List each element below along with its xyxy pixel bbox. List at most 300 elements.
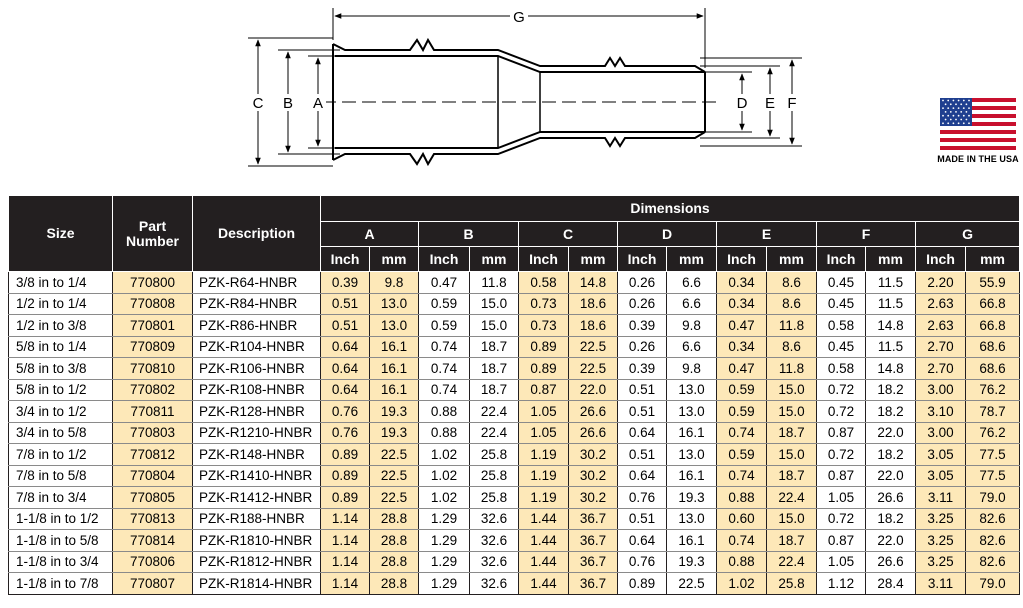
header-f-inch: Inch [817,247,866,272]
flag-stripe [940,134,1016,138]
cell-b-mm: 25.8 [470,465,519,487]
cell-f-mm: 22.0 [866,422,916,444]
cell-e-mm: 22.4 [767,487,817,509]
cell-e-mm: 15.0 [767,508,817,530]
cell-g-inch: 2.63 [916,293,966,315]
cell-part-number: 770805 [113,487,193,509]
cell-g-inch: 3.00 [916,422,966,444]
cell-f-mm: 11.5 [866,272,916,294]
cell-b-inch: 1.29 [419,508,470,530]
flag-star [942,107,944,109]
cell-d-inch: 0.26 [618,272,667,294]
flag-star [963,122,965,124]
flag-star [950,119,952,121]
flag-star [953,100,955,102]
header-group-g: G [916,222,1020,247]
cell-a-inch: 1.14 [321,551,370,573]
header-part-number [113,196,193,272]
cell-g-mm: 82.6 [966,551,1020,573]
cell-description: PZK-R1814-HNBR [193,573,321,595]
cell-d-inch: 0.26 [618,336,667,358]
cell-d-mm: 19.3 [667,551,717,573]
cell-a-inch: 0.39 [321,272,370,294]
header-part-number-line1: Part [138,217,167,234]
flag-stripe [940,130,1016,134]
cell-b-mm: 25.8 [470,444,519,466]
flag-star [947,107,949,109]
cell-e-inch: 0.59 [717,401,767,423]
header-part-number-line2: Number [126,232,179,249]
header-a-mm: mm [370,247,419,272]
cell-b-inch: 0.74 [419,336,470,358]
table-row [9,465,1020,487]
cell-d-inch: 0.76 [618,487,667,509]
cell-a-mm: 9.8 [370,272,419,294]
cell-f-mm: 18.2 [866,508,916,530]
header-group-a: A [321,222,419,247]
header-group-b: B [419,222,519,247]
cell-size: 1/2 in to 3/8 [9,315,113,337]
cell-g-mm: 79.0 [966,573,1020,595]
cell-g-inch: 3.10 [916,401,966,423]
cell-a-inch: 1.14 [321,573,370,595]
cell-description: PZK-R1210-HNBR [193,422,321,444]
cell-d-inch: 0.76 [618,551,667,573]
cell-d-inch: 0.51 [618,401,667,423]
cell-g-mm: 66.8 [966,315,1020,337]
header-group-f: F [817,222,916,247]
cell-b-inch: 0.74 [419,379,470,401]
cell-g-mm: 82.6 [966,508,1020,530]
cell-d-inch: 0.39 [618,315,667,337]
cell-g-mm: 68.6 [966,336,1020,358]
cell-a-mm: 22.5 [370,487,419,509]
cell-g-inch: 3.25 [916,508,966,530]
table-row [9,508,1020,530]
cell-b-inch: 0.47 [419,272,470,294]
flag-star [947,115,949,117]
cell-d-mm: 13.0 [667,379,717,401]
flag-star [947,100,949,102]
cell-description: PZK-R188-HNBR [193,508,321,530]
cell-g-inch: 3.11 [916,487,966,509]
flag-star [942,100,944,102]
cell-c-inch: 0.73 [519,315,569,337]
cell-part-number: 770800 [113,272,193,294]
cell-part-number: 770808 [113,293,193,315]
dimensions-table [8,195,1020,595]
cell-f-mm: 14.8 [866,358,916,380]
cell-g-mm: 78.7 [966,401,1020,423]
header-description: Description [193,196,321,272]
cell-description: PZK-R64-HNBR [193,272,321,294]
cell-c-inch: 1.44 [519,508,569,530]
cell-b-inch: 1.02 [419,465,470,487]
cell-size: 1-1/8 in to 3/4 [9,551,113,573]
cell-d-mm: 6.6 [667,293,717,315]
cell-f-inch: 0.58 [817,315,866,337]
cell-description: PZK-R84-HNBR [193,293,321,315]
cell-f-inch: 0.72 [817,508,866,530]
cell-size: 7/8 in to 5/8 [9,465,113,487]
cell-c-mm: 36.7 [569,530,618,552]
cell-part-number: 770810 [113,358,193,380]
cell-d-inch: 0.39 [618,358,667,380]
cell-g-mm: 77.5 [966,465,1020,487]
cell-part-number: 770807 [113,573,193,595]
cell-b-inch: 0.88 [419,401,470,423]
cell-e-inch: 0.59 [717,379,767,401]
cell-description: PZK-R86-HNBR [193,315,321,337]
cell-a-mm: 16.1 [370,379,419,401]
flag-star [966,111,968,113]
cell-a-mm: 22.5 [370,444,419,466]
cell-e-inch: 0.60 [717,508,767,530]
cell-description: PZK-R1812-HNBR [193,551,321,573]
cell-f-mm: 11.5 [866,336,916,358]
flag-star [968,100,970,102]
cell-e-mm: 18.7 [767,422,817,444]
cell-e-mm: 15.0 [767,401,817,423]
cell-c-mm: 36.7 [569,551,618,573]
cell-description: PZK-R1810-HNBR [193,530,321,552]
cell-part-number: 770801 [113,315,193,337]
flag-star [968,115,970,117]
cell-size: 5/8 in to 1/4 [9,336,113,358]
cell-g-mm: 76.2 [966,422,1020,444]
cell-a-inch: 0.89 [321,465,370,487]
cell-f-mm: 26.6 [866,551,916,573]
flag-star [955,103,957,105]
cell-part-number: 770812 [113,444,193,466]
cell-size: 3/8 in to 1/4 [9,272,113,294]
table-row [9,272,1020,294]
cell-c-inch: 0.73 [519,293,569,315]
label-c: C [252,95,264,112]
cell-b-inch: 0.59 [419,293,470,315]
cell-f-inch: 0.87 [817,465,866,487]
label-f: F [787,95,797,112]
cell-a-mm: 13.0 [370,293,419,315]
cell-a-mm: 19.3 [370,401,419,423]
cell-c-inch: 1.44 [519,530,569,552]
cell-f-mm: 22.0 [866,530,916,552]
cell-c-mm: 22.5 [569,336,618,358]
flag-star [958,115,960,117]
cell-f-mm: 28.4 [866,573,916,595]
cell-g-inch: 3.25 [916,530,966,552]
cell-e-mm: 18.7 [767,465,817,487]
cell-d-inch: 0.51 [618,444,667,466]
cell-c-mm: 30.2 [569,444,618,466]
cell-a-inch: 0.89 [321,487,370,509]
cell-d-mm: 13.0 [667,508,717,530]
header-c-mm: mm [569,247,618,272]
cell-a-inch: 0.76 [321,401,370,423]
cell-e-inch: 0.47 [717,358,767,380]
cell-b-mm: 18.7 [470,358,519,380]
reducer-fitting-diagram [0,0,1023,195]
flag-star [942,122,944,124]
flag-star [953,115,955,117]
cell-part-number: 770813 [113,508,193,530]
cell-d-mm: 9.8 [667,315,717,337]
cell-f-mm: 18.2 [866,379,916,401]
cell-e-inch: 0.34 [717,293,767,315]
cell-c-inch: 1.44 [519,551,569,573]
cell-d-mm: 16.1 [667,530,717,552]
cell-c-inch: 0.89 [519,336,569,358]
label-e: E [764,95,776,112]
cell-g-inch: 2.20 [916,272,966,294]
table-row [9,551,1020,573]
cell-part-number: 770803 [113,422,193,444]
cell-e-mm: 25.8 [767,573,817,595]
cell-c-inch: 1.44 [519,573,569,595]
cell-size: 7/8 in to 3/4 [9,487,113,509]
cell-c-mm: 18.6 [569,293,618,315]
cell-d-inch: 0.64 [618,465,667,487]
cell-c-mm: 22.0 [569,379,618,401]
cell-f-mm: 18.2 [866,401,916,423]
flag-star [945,103,947,105]
cell-a-inch: 0.51 [321,315,370,337]
flag-star [958,100,960,102]
cell-size: 5/8 in to 3/8 [9,358,113,380]
cell-d-mm: 19.3 [667,487,717,509]
flag-star [966,119,968,121]
flag-star [958,107,960,109]
cell-a-inch: 0.51 [321,293,370,315]
cell-e-mm: 11.8 [767,315,817,337]
cell-d-inch: 0.64 [618,530,667,552]
cell-b-mm: 15.0 [470,315,519,337]
cell-g-mm: 66.8 [966,293,1020,315]
cell-b-inch: 0.88 [419,422,470,444]
cell-f-inch: 0.72 [817,401,866,423]
cell-c-inch: 1.19 [519,487,569,509]
flag-stripe [940,138,1016,142]
cell-c-mm: 18.6 [569,315,618,337]
flag-star [960,103,962,105]
flag-star [960,111,962,113]
cell-size: 1-1/8 in to 5/8 [9,530,113,552]
cell-part-number: 770802 [113,379,193,401]
flag-star [963,107,965,109]
cell-c-mm: 30.2 [569,487,618,509]
flag-star [968,107,970,109]
cell-c-mm: 22.5 [569,358,618,380]
cell-g-inch: 2.70 [916,336,966,358]
header-e-inch: Inch [717,247,767,272]
flag-star [942,115,944,117]
dimension-arrows [258,16,792,164]
flag-stripe [940,126,1016,130]
cell-a-inch: 1.14 [321,530,370,552]
header-b-inch: Inch [419,247,470,272]
cell-f-inch: 0.45 [817,272,866,294]
table-body [9,272,1020,595]
cell-e-mm: 8.6 [767,293,817,315]
cell-a-mm: 19.3 [370,422,419,444]
header-d-mm: mm [667,247,717,272]
cell-c-mm: 36.7 [569,573,618,595]
cell-f-inch: 0.87 [817,422,866,444]
cell-a-inch: 0.89 [321,444,370,466]
cell-f-inch: 0.72 [817,444,866,466]
flag-star [945,111,947,113]
cell-b-mm: 18.7 [470,379,519,401]
cell-c-inch: 0.58 [519,272,569,294]
cell-part-number: 770804 [113,465,193,487]
cell-b-mm: 32.6 [470,573,519,595]
cell-b-inch: 1.02 [419,444,470,466]
cell-d-mm: 9.8 [667,358,717,380]
cell-a-inch: 0.64 [321,336,370,358]
cell-c-inch: 1.05 [519,422,569,444]
cell-e-inch: 0.34 [717,272,767,294]
cell-c-mm: 26.6 [569,401,618,423]
header-e-mm: mm [767,247,817,272]
header-b-mm: mm [470,247,519,272]
cell-d-mm: 16.1 [667,465,717,487]
cell-c-mm: 36.7 [569,508,618,530]
cell-b-inch: 1.02 [419,487,470,509]
cell-b-mm: 32.6 [470,530,519,552]
header-group-e: E [717,222,817,247]
cell-c-inch: 0.89 [519,358,569,380]
cell-e-inch: 0.59 [717,444,767,466]
header-dimensions: Dimensions [321,196,1020,222]
cell-size: 1/2 in to 1/4 [9,293,113,315]
cell-g-inch: 3.00 [916,379,966,401]
cell-a-inch: 0.64 [321,358,370,380]
header-g-mm: mm [966,247,1020,272]
cell-d-mm: 16.1 [667,422,717,444]
cell-f-inch: 0.58 [817,358,866,380]
flag-star [950,103,952,105]
cell-g-mm: 82.6 [966,530,1020,552]
cell-e-mm: 11.8 [767,358,817,380]
cell-f-inch: 1.12 [817,573,866,595]
flag-star [950,111,952,113]
cell-size: 7/8 in to 1/2 [9,444,113,466]
cell-e-inch: 0.74 [717,530,767,552]
cell-a-inch: 0.76 [321,422,370,444]
cell-f-mm: 11.5 [866,293,916,315]
cell-a-mm: 16.1 [370,358,419,380]
label-d: D [736,95,748,112]
cell-b-mm: 22.4 [470,422,519,444]
header-d-inch: Inch [618,247,667,272]
cell-a-mm: 28.8 [370,551,419,573]
cell-description: PZK-R1410-HNBR [193,465,321,487]
cell-e-inch: 0.88 [717,487,767,509]
cell-c-inch: 1.19 [519,444,569,466]
header-a-inch: Inch [321,247,370,272]
cell-e-inch: 0.34 [717,336,767,358]
cell-g-inch: 3.25 [916,551,966,573]
header-group-c: C [519,222,618,247]
cell-e-mm: 8.6 [767,336,817,358]
flag-star [953,122,955,124]
cell-b-inch: 1.29 [419,530,470,552]
cell-d-mm: 13.0 [667,401,717,423]
cell-e-mm: 15.0 [767,379,817,401]
flag-star [958,122,960,124]
cell-g-mm: 76.2 [966,379,1020,401]
cell-a-mm: 28.8 [370,573,419,595]
cell-e-mm: 18.7 [767,530,817,552]
header-group-d: D [618,222,717,247]
flag-star [947,122,949,124]
table-row [9,401,1020,423]
cell-f-inch: 1.05 [817,487,866,509]
flag-star [963,100,965,102]
cell-b-mm: 32.6 [470,551,519,573]
cell-a-mm: 13.0 [370,315,419,337]
cell-c-inch: 0.87 [519,379,569,401]
cell-g-mm: 79.0 [966,487,1020,509]
cell-b-inch: 0.74 [419,358,470,380]
cell-b-inch: 1.29 [419,573,470,595]
cell-c-mm: 14.8 [569,272,618,294]
cell-d-inch: 0.51 [618,508,667,530]
cell-a-mm: 22.5 [370,465,419,487]
cell-f-inch: 0.45 [817,293,866,315]
cell-b-mm: 25.8 [470,487,519,509]
cell-g-mm: 55.9 [966,272,1020,294]
header-f-mm: mm [866,247,916,272]
table-row [9,315,1020,337]
cell-description: PZK-R106-HNBR [193,358,321,380]
cell-e-inch: 0.47 [717,315,767,337]
cell-a-inch: 1.14 [321,508,370,530]
flag-star [968,122,970,124]
table-row [9,487,1020,509]
cell-d-inch: 0.89 [618,573,667,595]
cell-c-mm: 26.6 [569,422,618,444]
cell-d-inch: 0.51 [618,379,667,401]
table-row [9,358,1020,380]
flag-star [955,119,957,121]
cell-description: PZK-R148-HNBR [193,444,321,466]
cell-g-mm: 68.6 [966,358,1020,380]
flag-star [955,111,957,113]
cell-part-number: 770814 [113,530,193,552]
cell-b-mm: 11.8 [470,272,519,294]
cell-g-inch: 3.05 [916,465,966,487]
cell-f-inch: 1.05 [817,551,866,573]
label-b: B [282,95,294,112]
cell-d-mm: 22.5 [667,573,717,595]
cell-e-inch: 0.74 [717,422,767,444]
table-row [9,530,1020,552]
cell-f-mm: 18.2 [866,444,916,466]
cell-b-mm: 22.4 [470,401,519,423]
cell-f-mm: 22.0 [866,465,916,487]
header-size: Size [9,196,113,272]
table-row [9,422,1020,444]
table-row [9,336,1020,358]
cell-f-mm: 14.8 [866,315,916,337]
label-a: A [312,95,324,112]
label-g: G [513,9,525,26]
cell-b-mm: 15.0 [470,293,519,315]
cell-size: 1-1/8 in to 1/2 [9,508,113,530]
cell-part-number: 770809 [113,336,193,358]
cell-e-inch: 1.02 [717,573,767,595]
